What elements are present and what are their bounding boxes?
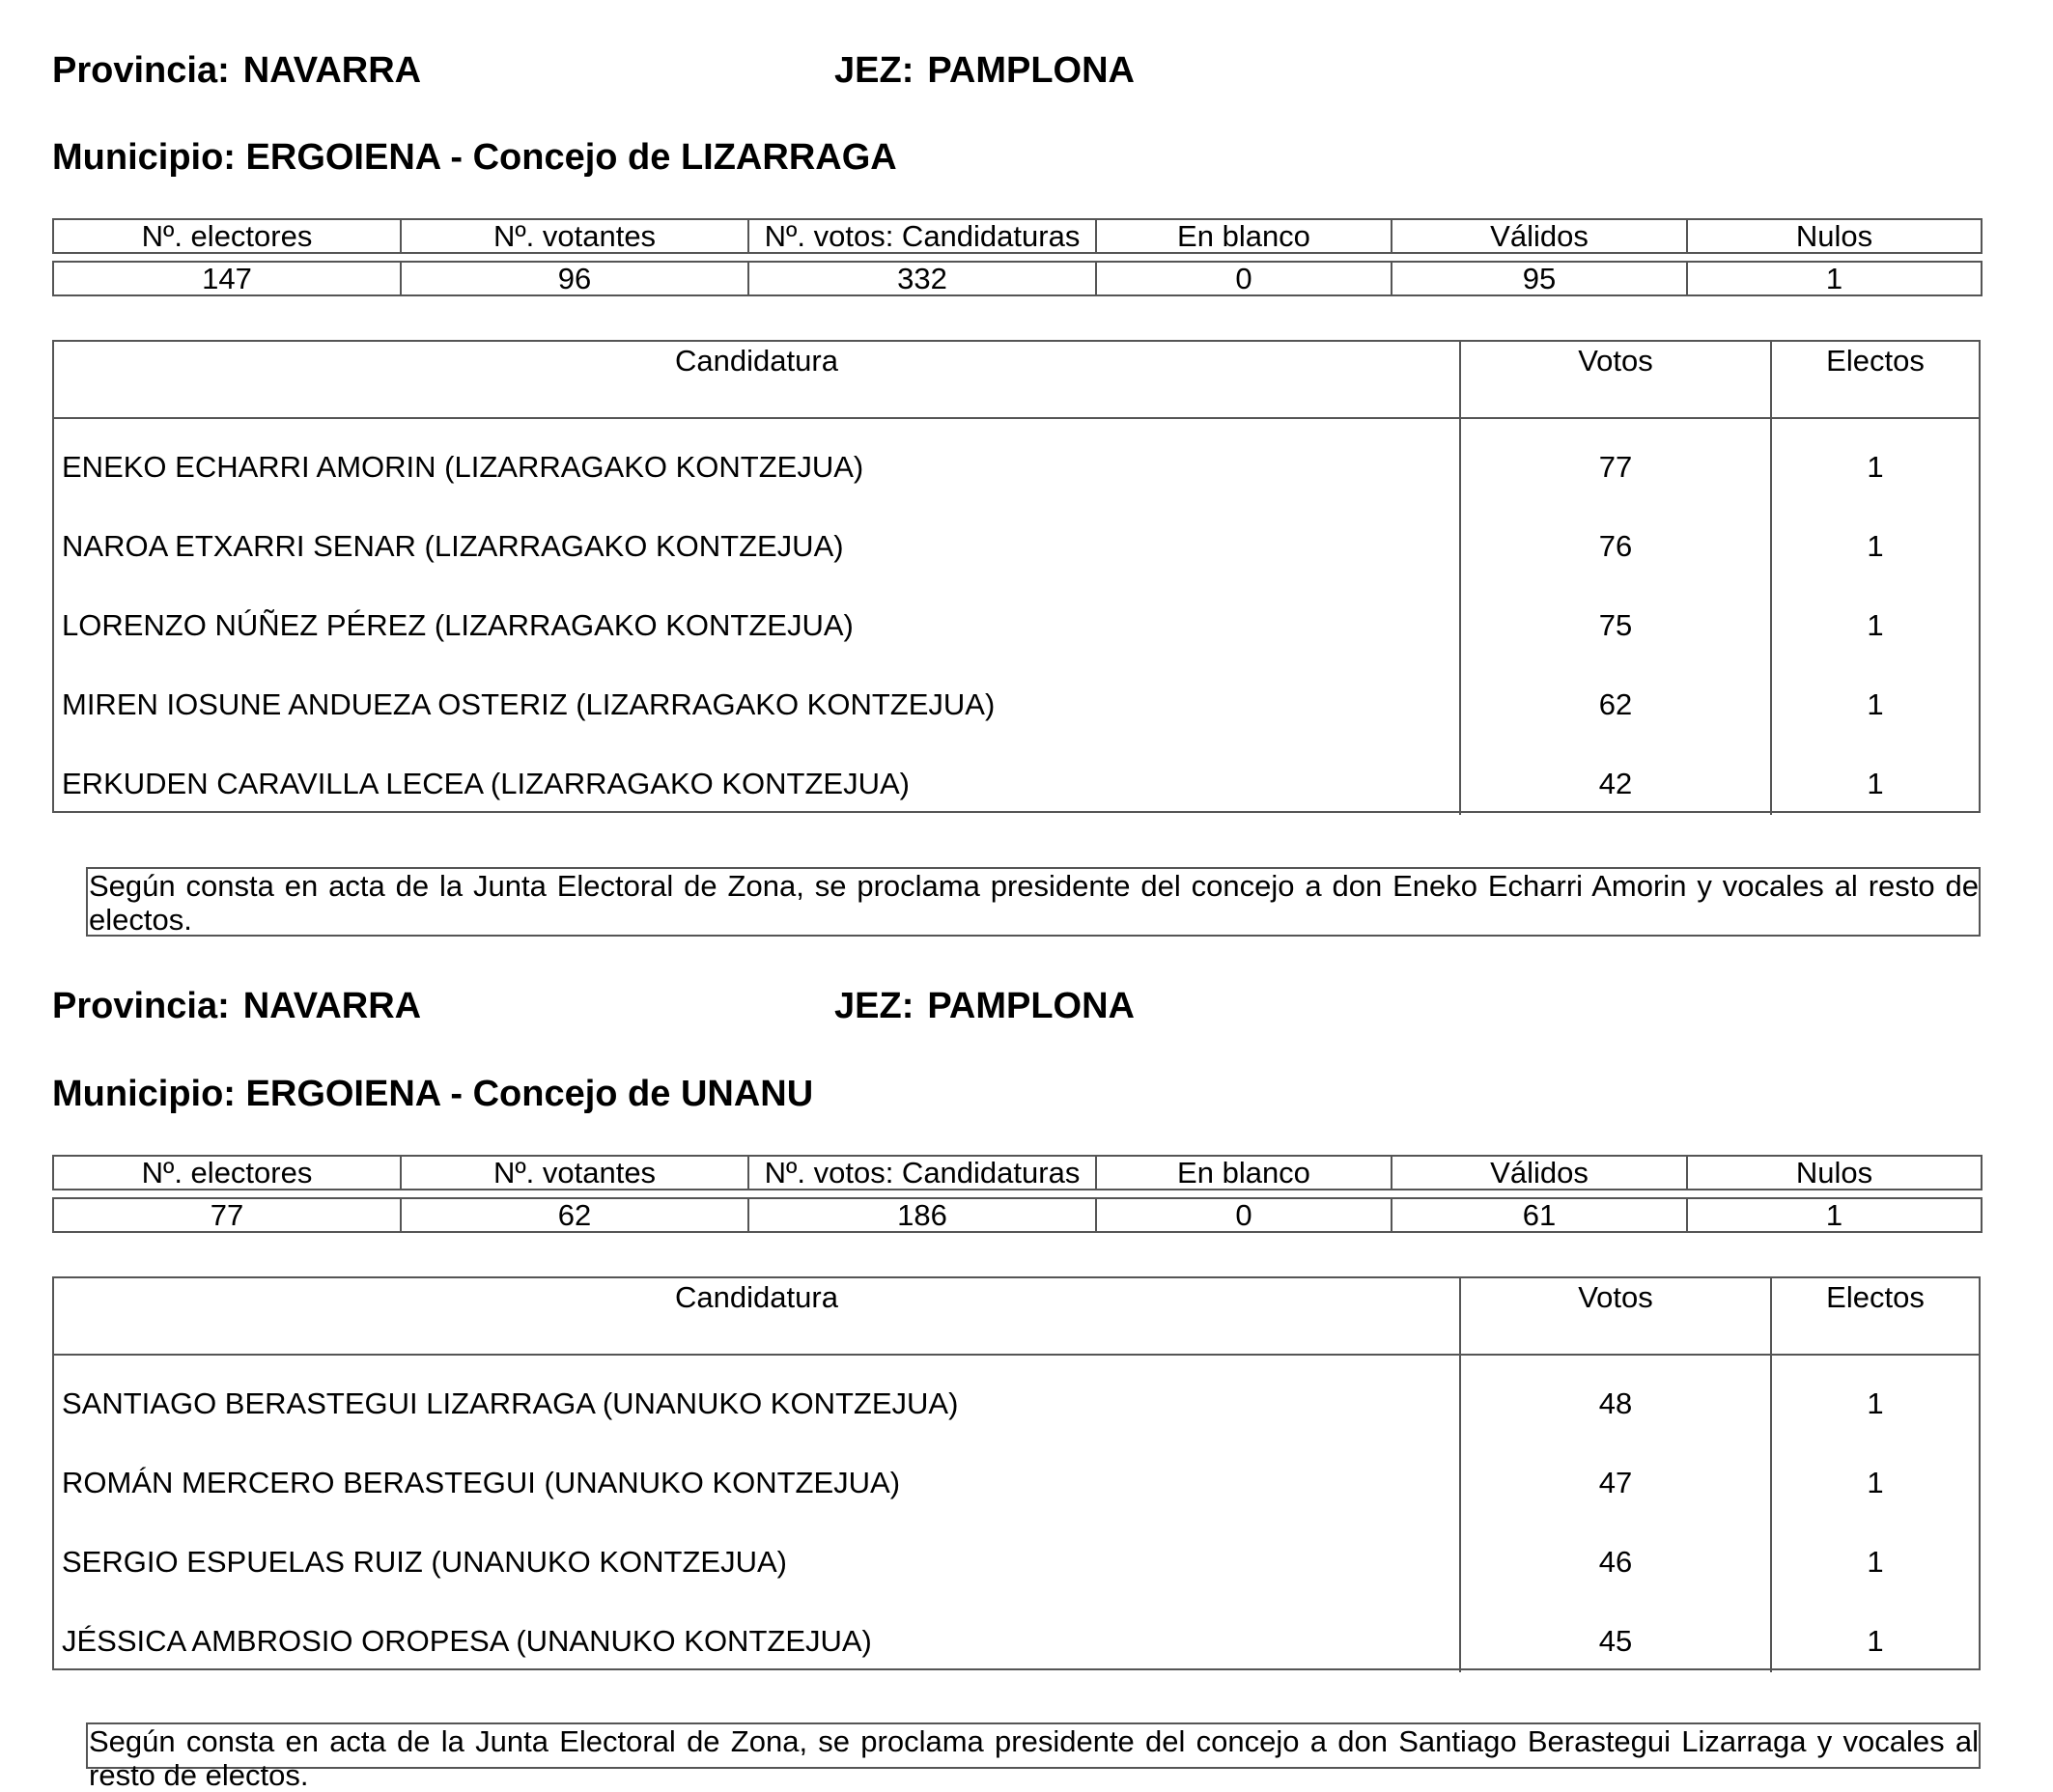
candidate-electos: 1 <box>1770 1356 1979 1435</box>
summary-table <box>52 1155 1983 1233</box>
candidate-electos: 1 <box>1770 498 1979 577</box>
table-row <box>54 498 1979 577</box>
col-votos: Votos <box>1461 342 1772 417</box>
candidate-electos: 1 <box>1770 736 1979 815</box>
summary-value-electores: 77 <box>53 1198 401 1232</box>
jez-label: JEZ: <box>834 986 914 1026</box>
table-row <box>54 657 1979 736</box>
municipio-line <box>52 137 897 179</box>
candidate-name: SANTIAGO BERASTEGUI LIZARRAGA (UNANUKO KONTZEJUA) <box>62 1386 959 1420</box>
municipio-label: Municipio: <box>52 137 236 178</box>
col-electos: Electos <box>1826 1280 1925 1314</box>
candidate-electos: 1 <box>1770 1593 1979 1672</box>
summary-header-row <box>53 1156 1982 1190</box>
candidate-name: ERKUDEN CARAVILLA LECEA (LIZARRAGAKO KONTZEJUA) <box>62 767 910 800</box>
candidate-votes: 42 <box>1459 736 1770 815</box>
summary-header: Válidos <box>1392 219 1687 253</box>
candidate-electos: 1 <box>1770 657 1979 736</box>
candidate-name: LORENZO NÚÑEZ PÉREZ (LIZARRAGAKO KONTZEJUA) <box>62 608 854 642</box>
col-candidatura: Candidatura <box>54 1278 1461 1354</box>
provincia-label: Provincia: <box>52 50 230 91</box>
summary-value-validos: 61 <box>1392 1198 1687 1232</box>
municipio-line <box>52 1074 813 1115</box>
col-votos: Votos <box>1461 1278 1772 1354</box>
candidate-name: MIREN IOSUNE ANDUEZA OSTERIZ (LIZARRAGAKO KONTZEJUA) <box>62 687 996 721</box>
summary-value-votantes: 96 <box>401 262 748 295</box>
municipio-value: ERGOIENA - Concejo de LIZARRAGA <box>245 137 897 178</box>
summary-value-votantes: 62 <box>401 1198 748 1232</box>
candidate-votes: 76 <box>1459 498 1770 577</box>
table-row <box>54 736 1979 815</box>
summary-header: Nº. electores <box>53 219 401 253</box>
summary-header: Nº. votos: Candidaturas <box>748 219 1096 253</box>
summary-header: Nulos <box>1687 219 1982 253</box>
jez-label: JEZ: <box>834 50 914 91</box>
summary-header: Nº. electores <box>53 1156 401 1190</box>
summary-header-row <box>53 219 1982 253</box>
provincia-label: Provincia: <box>52 986 230 1026</box>
table-row <box>54 1593 1979 1672</box>
candidate-votes: 48 <box>1459 1356 1770 1435</box>
candidate-name: NAROA ETXARRI SENAR (LIZARRAGAKO KONTZEJUA) <box>62 529 844 563</box>
summary-header: Nº. votantes <box>401 1156 748 1190</box>
summary-value-row <box>53 262 1982 295</box>
candidate-votes: 46 <box>1459 1514 1770 1593</box>
table-row <box>54 577 1979 657</box>
candidate-electos: 1 <box>1770 1514 1979 1593</box>
candidates-header <box>54 342 1979 419</box>
candidates-table <box>52 1276 1981 1670</box>
table-row <box>54 1356 1979 1435</box>
candidate-name: ENEKO ECHARRI AMORIN (LIZARRAGAKO KONTZEJUA) <box>62 450 864 484</box>
table-row <box>54 419 1979 498</box>
col-electos: Electos <box>1826 344 1925 378</box>
summary-value-blanco: 0 <box>1096 1198 1392 1232</box>
summary-header: En blanco <box>1096 1156 1392 1190</box>
summary-header: Válidos <box>1392 1156 1687 1190</box>
municipio-value: ERGOIENA - Concejo de UNANU <box>245 1074 814 1114</box>
col-candidatura: Candidatura <box>54 342 1461 417</box>
summary-value-row <box>53 1198 1982 1232</box>
summary-value-validos: 95 <box>1392 262 1687 295</box>
summary-value-nulos: 1 <box>1687 1198 1982 1232</box>
summary-header: Nº. votos: Candidaturas <box>748 1156 1096 1190</box>
summary-header: Nulos <box>1687 1156 1982 1190</box>
summary-header: En blanco <box>1096 219 1392 253</box>
candidate-electos: 1 <box>1770 1435 1979 1514</box>
table-row <box>54 1435 1979 1514</box>
candidate-electos: 1 <box>1770 577 1979 657</box>
summary-value-candidaturas: 332 <box>748 262 1096 295</box>
candidate-name: JÉSSICA AMBROSIO OROPESA (UNANUKO KONTZEJUA) <box>62 1624 872 1658</box>
summary-value-blanco: 0 <box>1096 262 1392 295</box>
table-row <box>54 1514 1979 1593</box>
provincia-value: NAVARRA <box>242 986 422 1026</box>
candidate-votes: 77 <box>1459 419 1770 498</box>
candidate-name: SERGIO ESPUELAS RUIZ (UNANUKO KONTZEJUA) <box>62 1545 787 1579</box>
candidate-votes: 47 <box>1459 1435 1770 1514</box>
proclamation-note: Según consta en acta de la Junta Electoral de Zona, se proclama presidente del concejo a don Santiago Berastegui Lizarraga y vocales al resto de electos. <box>86 1722 1981 1769</box>
candidates-table <box>52 340 1981 813</box>
proclamation-note: Según consta en acta de la Junta Electoral de Zona, se proclama presidente del concejo a don Eneko Echarri Amorin y vocales al resto de electos. <box>86 867 1981 937</box>
candidate-votes: 75 <box>1459 577 1770 657</box>
summary-value-electores: 147 <box>53 262 401 295</box>
summary-value-candidaturas: 186 <box>748 1198 1096 1232</box>
candidate-name: ROMÁN MERCERO BERASTEGUI (UNANUKO KONTZEJUA) <box>62 1466 901 1499</box>
jez-line <box>834 50 1135 92</box>
provincia-line <box>52 50 421 92</box>
candidate-votes: 62 <box>1459 657 1770 736</box>
summary-header: Nº. votantes <box>401 219 748 253</box>
candidates-header <box>54 1278 1979 1356</box>
summary-table <box>52 218 1983 296</box>
summary-value-nulos: 1 <box>1687 262 1982 295</box>
candidate-votes: 45 <box>1459 1593 1770 1672</box>
provincia-line <box>52 986 421 1027</box>
municipio-label: Municipio: <box>52 1074 236 1114</box>
jez-value: PAMPLONA <box>927 50 1135 91</box>
candidate-electos: 1 <box>1770 419 1979 498</box>
jez-value: PAMPLONA <box>927 986 1135 1026</box>
provincia-value: NAVARRA <box>242 50 422 91</box>
jez-line <box>834 986 1135 1027</box>
